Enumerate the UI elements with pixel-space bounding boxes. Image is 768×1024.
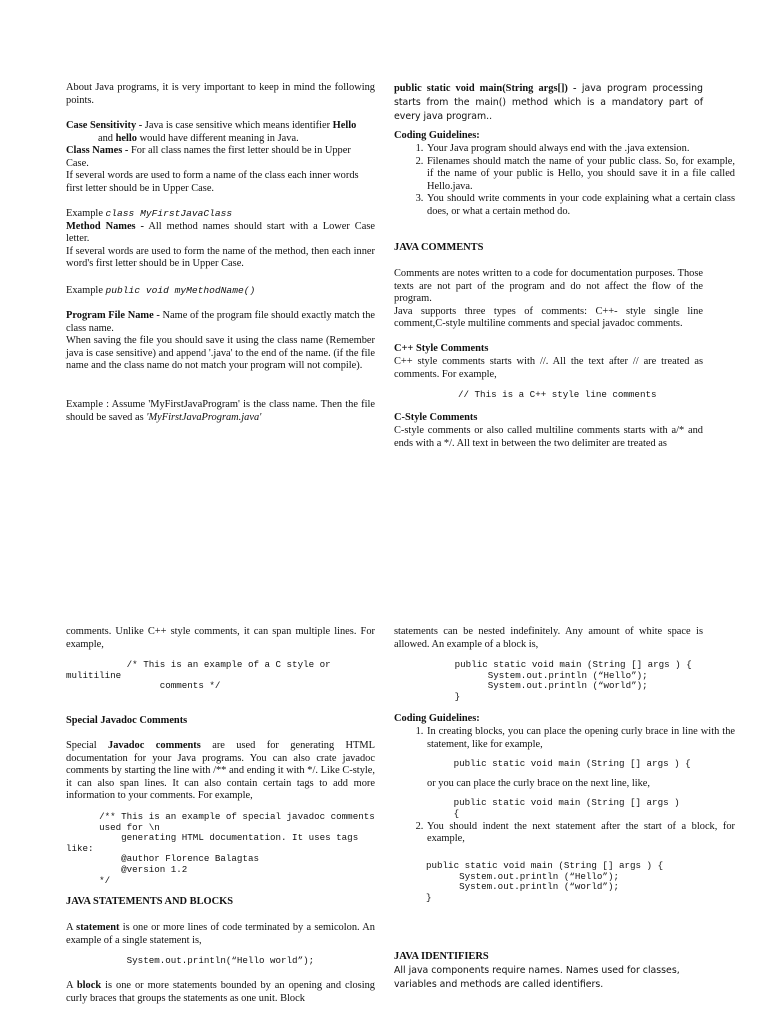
comments-paragraph-1: Comments are notes written to a code for documentation purposes. Those texts are not part of the program and do not affect the flow of the program.	[394, 268, 703, 305]
cpp-comments-code: // This is a C++ style line comments	[458, 389, 657, 400]
guideline-item: 3. You should write comments in your code explaining what a certain class does, or what a certain method do.	[426, 193, 735, 218]
main-method-paragraph: public static void main(String args[]) - java program processing starts from the main() method which is a mandatory part of every java program..	[394, 83, 703, 122]
block-paragraph: A block is one or more statements bounded by an opening and closing curly braces that groups the statements as one unit. Block	[66, 980, 375, 1004]
bottom-right-column	[394, 626, 735, 996]
statement-code-example: System.out.println(“Hello world”);	[66, 955, 315, 966]
cpp-comments-title: C++ Style Comments	[394, 343, 489, 354]
top-right-column	[394, 82, 735, 452]
bottom-left-column	[66, 626, 375, 1016]
comments-intro	[394, 268, 703, 331]
javadoc-title: Special Javadoc Comments	[66, 715, 188, 726]
class-names-paragraph: Class Names - For all class names the first letter should be in Upper Case.	[66, 145, 351, 169]
coding-guidelines-title-2: Coding Guidelines:	[394, 713, 480, 724]
cstyle-comments-title: C-Style Comments	[394, 412, 478, 423]
example-method-line: Example public void myMethodName()	[66, 285, 256, 296]
comments-paragraph-2: Java supports three types of comments: C++- style single line comment,C-style multiline comments and special javadoc comments.	[394, 305, 703, 330]
guideline-or-text: or you can place the curly brace on the next line, like,	[427, 777, 651, 789]
example-class-code: class MyFirstJavaClass	[105, 208, 233, 219]
example-method-code: public void myMethodName()	[105, 285, 256, 296]
cstyle-comments-text: C-style comments or also called multiline comments starts with a/* and ends with a */. All text in between the two delimiter are treated as	[394, 425, 703, 449]
program-file-name-extra: When saving the file you should save it using the class name (Remember java is case sensitive) and append '.java' to the end of the name. (if the file name and the class name do not match your program will not compile).	[66, 335, 375, 372]
method-names-label: Method Names -	[66, 220, 145, 232]
coding-guidelines-list	[394, 143, 735, 219]
javadoc-code-example: /** This is an example of special javadoc comments used for \n generating HTML documentation. It uses tags like: @author Florence Balagtas @version 1.2 */	[66, 811, 375, 886]
program-file-name-paragraph: Program File Name - Name of the program file should exactly match the class name.	[66, 310, 375, 334]
guideline-item: 2. You should indent the next statement after the start of a block, for example,	[426, 821, 735, 846]
block-continued-text: statements can be nested indefinitely. Any amount of white space is allowed. An example of a block is,	[394, 626, 703, 650]
block-code-example: public static void main (String [] args ) { System.out.println (“Hello”); System.out.println (“world”); }	[454, 659, 692, 702]
example-program-paragraph: Example : Assume 'MyFirstJavaProgram' is the class name. Then the file should be saved as 'MyFirstJavaProgram.java'	[66, 399, 375, 423]
main-method-label: public static void main(String args[]) -	[394, 83, 577, 94]
cstyle-continued-text: comments. Unlike C++ style comments, it can span multiple lines. For example,	[66, 626, 375, 650]
coding-guidelines-title: Coding Guidelines:	[394, 130, 480, 141]
statement-paragraph: A statement is one or more lines of code terminated by a semicolon. An example of a single statement is,	[66, 922, 375, 946]
method-names-extra: If several words are used to form the name of the method, then each inner word's first letter should be in Upper Case.	[66, 245, 375, 270]
example-program-filename: 'MyFirstJavaProgram.java'	[146, 411, 262, 423]
cpp-comments-text: C++ style comments starts with //. All the text after // are treated as comments. For example,	[394, 356, 703, 380]
program-file-name-block	[66, 310, 375, 373]
guideline-item: 1. Your Java program should always end with the .java extension.	[426, 143, 735, 156]
class-names-label: Class Names -	[66, 145, 129, 157]
case-sensitivity-label: Case Sensitivity -	[66, 120, 143, 131]
program-file-name-label: Program File Name -	[66, 310, 160, 321]
intro-paragraph: About Java programs, it is very important to keep in mind the following points.	[66, 82, 375, 106]
block-guidelines-list	[394, 726, 735, 846]
case-sensitivity-block	[66, 120, 375, 196]
class-names-extra: If several words are used to form a name of the class each inner words first letter should be in Upper Case.	[66, 170, 359, 194]
java-identifiers-text: All java components require names. Names used for classes, variables and methods are called identifiers.	[394, 965, 680, 990]
indent-code-example: public static void main (String [] args ) { System.out.println (“Hello”); System.out.println (“world”); }	[426, 860, 664, 903]
method-names-block	[66, 208, 375, 271]
guideline-item: 1. In creating blocks, you can place the opening curly brace in line with the statement, like for example, public static void main (String [] args ) { or you can place the curly brace on the next line, like, public static void main (String [] args ) {	[426, 726, 735, 820]
javadoc-paragraph: Special Javadoc comments are used for generating HTML documentation for your Java programs. You can also crate javadoc comments by starting the line with /** and ending it with */. Like C-style, it can also span lines. It can also contain certain tags to add more information to your comments. For example,	[66, 740, 375, 802]
guideline-code-example: public static void main (String [] args ) {	[426, 758, 691, 770]
method-names-paragraph: Method Names - All method names should start with a Lower Case letter.	[66, 220, 375, 245]
java-identifiers-title: JAVA IDENTIFIERS	[394, 951, 489, 962]
statements-blocks-title: JAVA STATEMENTS AND BLOCKS	[66, 896, 233, 907]
case-sensitivity-paragraph: Case Sensitivity - Java is case sensitive which means identifier Hello and hello would have different meaning in Java.	[66, 120, 357, 144]
guideline-code-example-2: public static void main (String [] args ) {	[453, 797, 680, 819]
example-class-line: Example class MyFirstJavaClass	[66, 208, 233, 219]
cstyle-code-example: /* This is an example of a C style or mulitiline comments */	[66, 659, 331, 692]
guideline-item: 2. Filenames should match the name of your public class. So, for example, if the name of your public is Hello, you should save it in a file called Hello.java.	[426, 156, 735, 194]
java-comments-title: JAVA COMMENTS	[394, 242, 484, 253]
top-left-column	[66, 82, 375, 432]
